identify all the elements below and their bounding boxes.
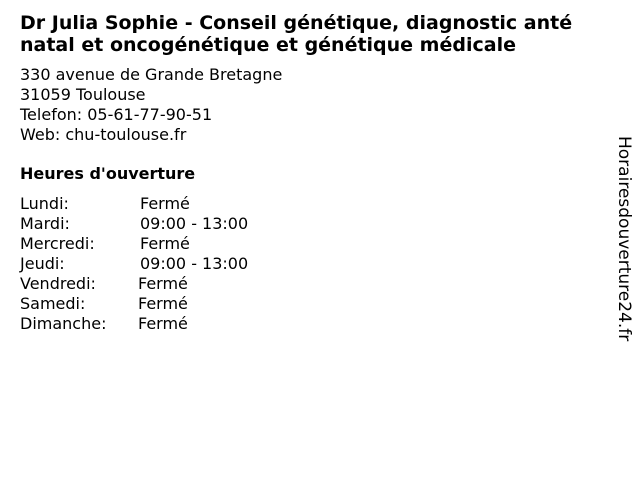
day-hours: 09:00 - 13:00 bbox=[140, 214, 249, 233]
day-hours: 09:00 - 13:00 bbox=[140, 254, 249, 273]
hours-row-samedi bbox=[20, 294, 248, 314]
day-hours: Fermé bbox=[140, 194, 190, 213]
day-hours: Fermé bbox=[138, 314, 188, 333]
hours-table bbox=[20, 194, 248, 334]
page-title: Dr Julia Sophie - Conseil génétique, diagnostic anté natal et oncogénétique et génétique médicale bbox=[20, 12, 573, 56]
day-label: Mardi: bbox=[20, 214, 70, 233]
city-postal: 31059 Toulouse bbox=[20, 85, 146, 104]
day-hours: Fermé bbox=[140, 234, 190, 253]
day-label: Samedi: bbox=[20, 294, 86, 313]
site-watermark: Horairesdouverture24.fr bbox=[614, 136, 634, 342]
hours-row-vendredi bbox=[20, 274, 248, 294]
day-label: Mercredi: bbox=[20, 234, 95, 253]
website-link[interactable]: Web: chu-toulouse.fr bbox=[20, 125, 187, 144]
hours-row-mercredi bbox=[20, 234, 248, 254]
hours-row-dimanche bbox=[20, 314, 248, 334]
phone-number[interactable]: Telefon: 05-61-77-90-51 bbox=[20, 105, 213, 124]
hours-row-lundi bbox=[20, 194, 248, 214]
day-label: Jeudi: bbox=[20, 254, 65, 273]
hours-row-jeudi bbox=[20, 254, 248, 274]
hours-row-mardi bbox=[20, 214, 248, 234]
day-label: Vendredi: bbox=[20, 274, 96, 293]
hours-heading: Heures d'ouverture bbox=[20, 164, 196, 183]
day-label: Lundi: bbox=[20, 194, 69, 213]
day-label: Dimanche: bbox=[20, 314, 107, 333]
address-block bbox=[20, 65, 282, 145]
day-hours: Fermé bbox=[138, 274, 188, 293]
street-address: 330 avenue de Grande Bretagne bbox=[20, 65, 283, 84]
day-hours: Fermé bbox=[138, 294, 188, 313]
